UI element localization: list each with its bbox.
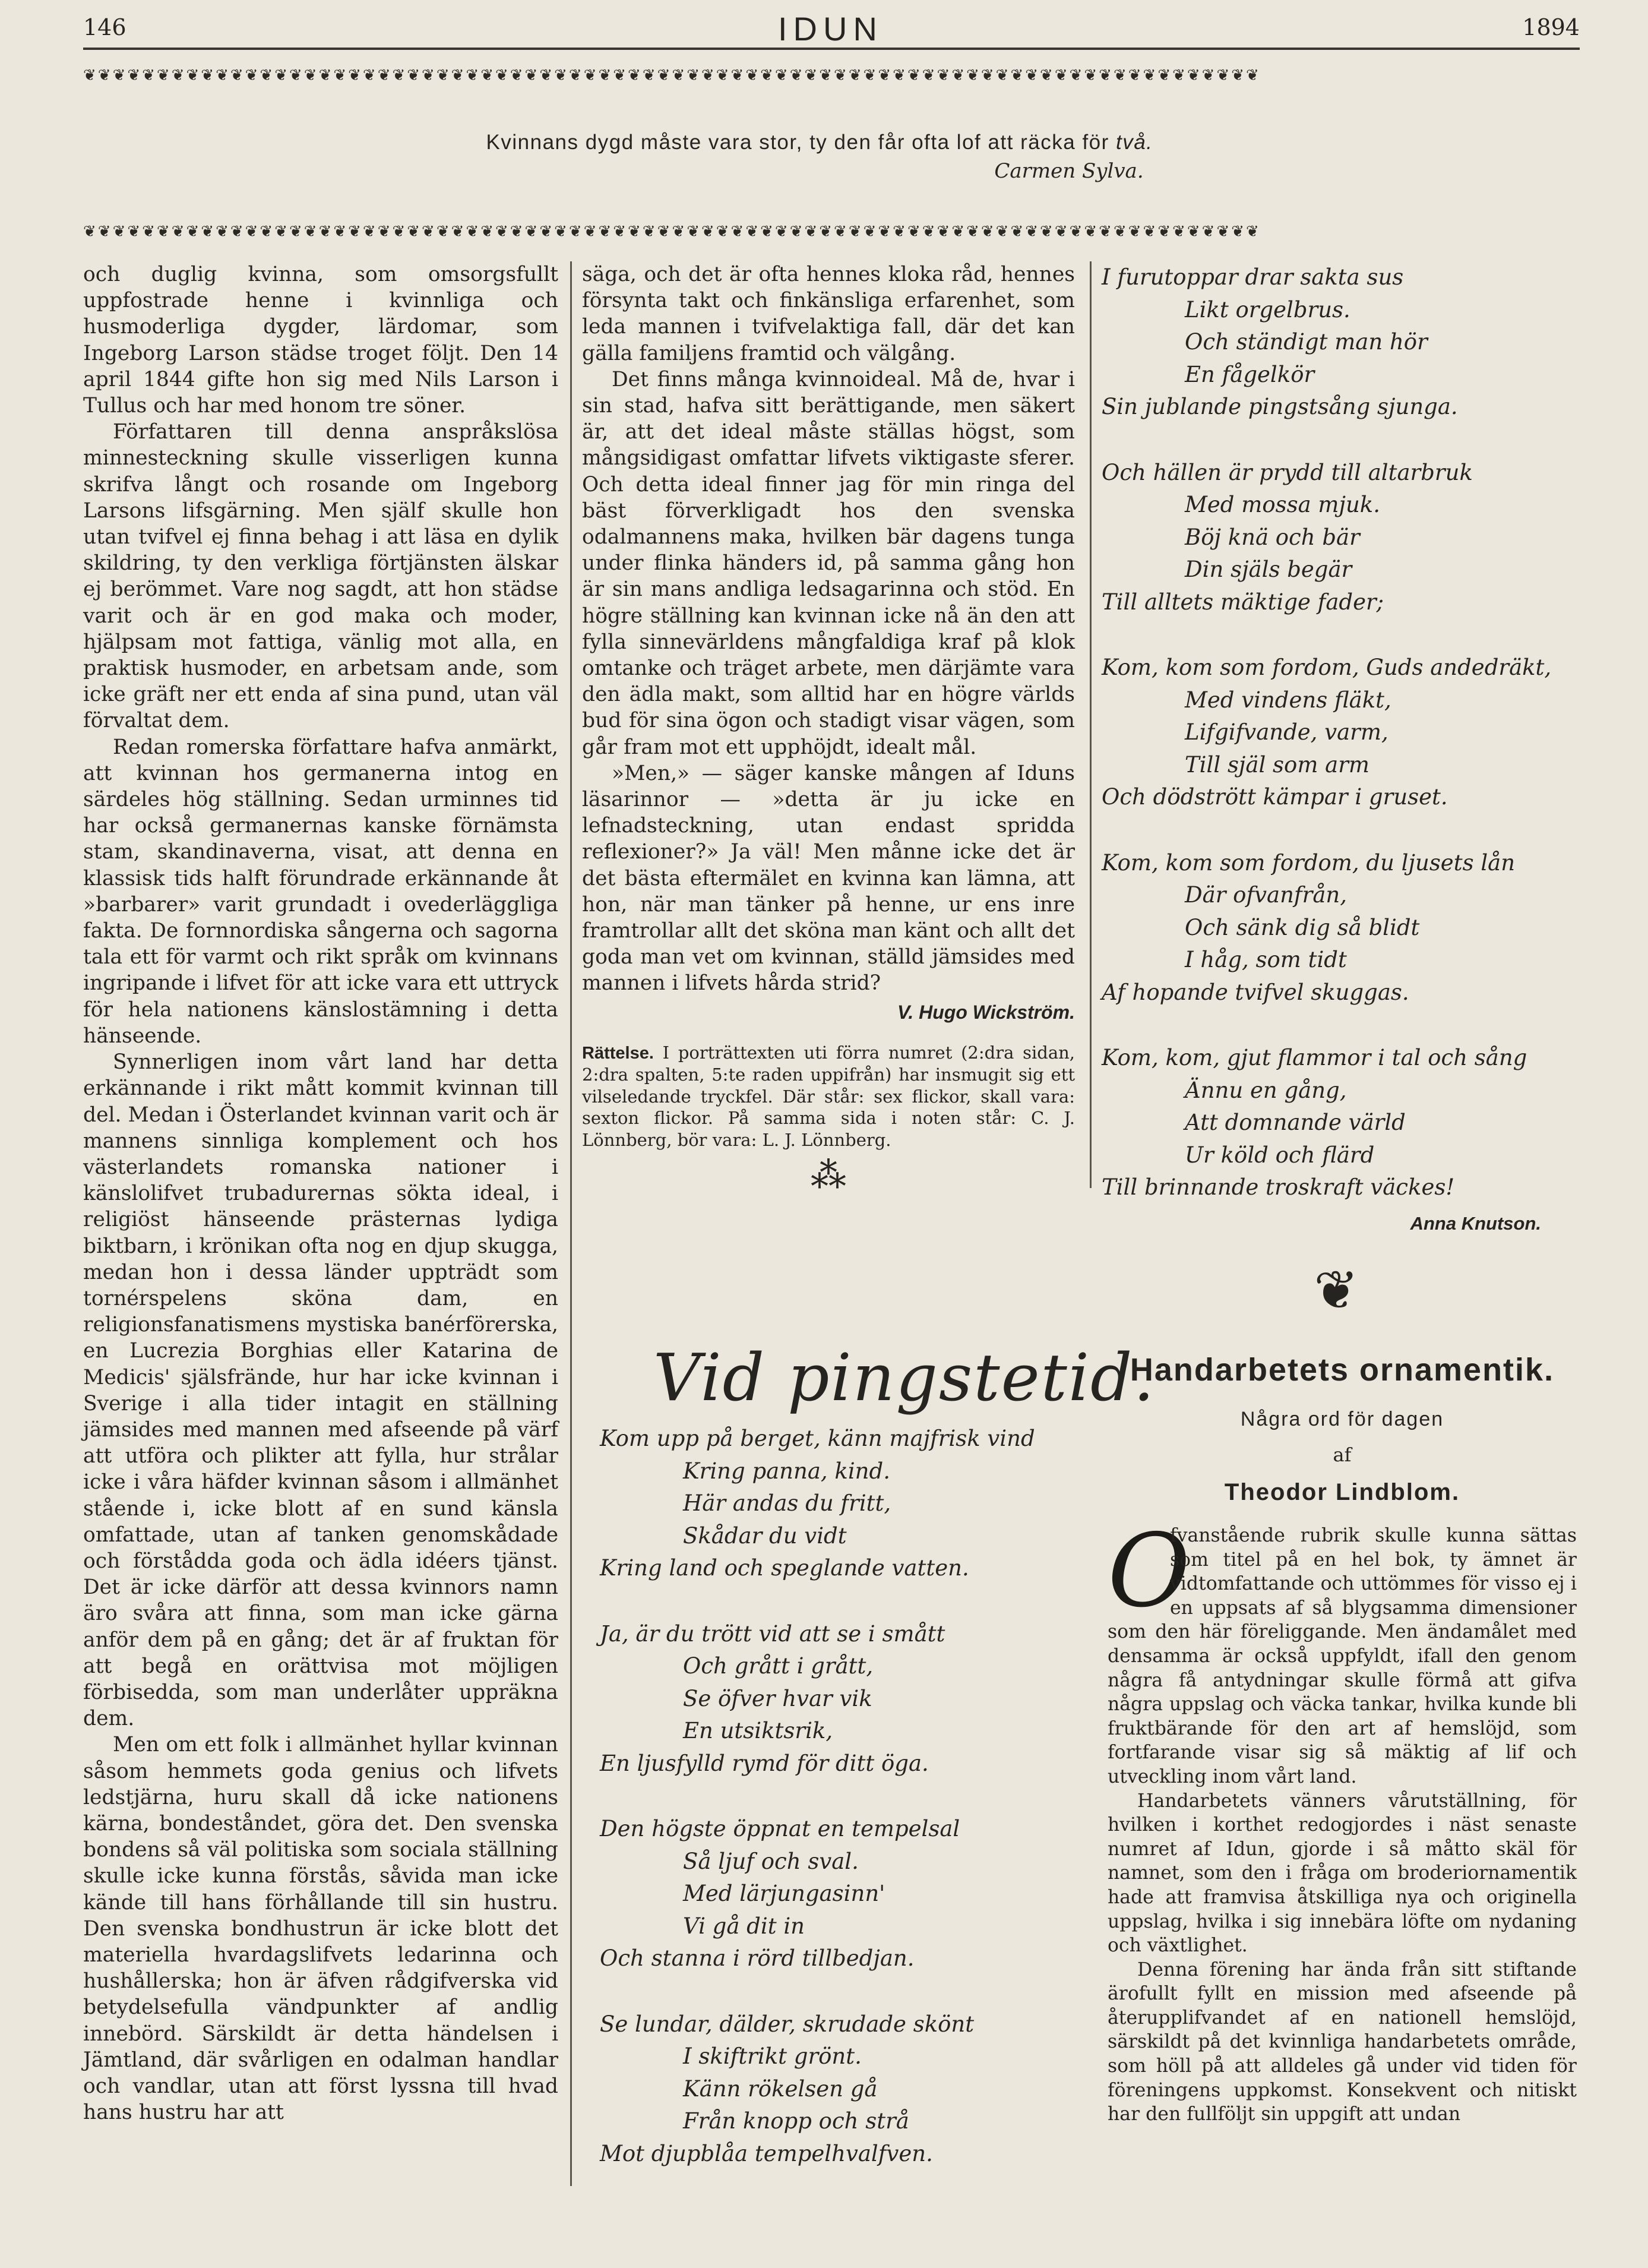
poem-line: Till brinnande troskraft väckes! (1102, 1174, 1455, 1200)
header-rule (83, 48, 1580, 50)
year: 1894 (1522, 14, 1580, 40)
epigraph-text: Kvinnans dygd måste vara stor, ty den får ofta lof att räcka för (486, 131, 1109, 154)
poem-line: Vi gå dit in (683, 1913, 805, 1939)
poem-line: Där ofvanfrån, (1185, 882, 1347, 908)
correction-text: I porträttexten uti förra numret (2:dra sidan, 2:dra spalten, 5:te raden uppifrån) har insmugit sig ett vilseledande tryckfel. Där står: sex flickor, skall vara: sexton flickor. På samma sida i noten står: C. J. Lönnberg, bör vara: L. J. Lönnberg. (582, 1042, 1075, 1150)
correction-note (582, 1042, 1075, 1151)
poem-line: Kring land och speglande vatten. (600, 1555, 969, 1581)
poem-part-2 (1102, 261, 1577, 1240)
poem-line: Lifgifvande, varm, (1185, 719, 1388, 745)
poem-line: Och ständigt man hör (1185, 329, 1428, 355)
poem-line: Till själ som arm (1185, 751, 1369, 778)
section-paragraph-text: fvanstående rubrik skulle kunna sättas som titel på en hel bok, ty ämnet är vidtomfattande och uttömmes för visso ej i en uppsats af så blygsamma dimensioner som den här föreliggande. Men ändamålet med densamma är också uppfyldt, ifall den genom några få antydningar skulle förmå att gifva några uppslag och väcka tankar, hvilka kunde bli fruktbärande för den art af hemslöjd, som fortfarande visar sig så mäktig af lif och utveckling inom vårt land. (1108, 1525, 1577, 1787)
poem-line: Till alltets mäktige fader; (1102, 589, 1384, 615)
col1-paragraph: och duglig kvinna, som omsorgsfullt uppfostrade henne i kvinnliga och husmoderliga dygder, lärdomar, som Ingeborg Larson städse troget följt. Den 14 april 1844 gifte hon sig med Nils Larson i Tullus och har med honom tre söner. (83, 263, 558, 418)
poem-line: Och dödstrött kämpar i gruset. (1102, 784, 1448, 810)
poem-line: I skiftrikt grönt. (683, 2043, 862, 2069)
poem-line: I furutoppar drar sakta sus (1102, 264, 1404, 290)
fleuron-ornament: ❦ (1314, 1259, 1359, 1322)
poem-line: En fågelkör (1185, 361, 1315, 387)
poem-line: Och sänk dig så blidt (1185, 914, 1420, 940)
poem-author: Anna Knutson. (1410, 1212, 1541, 1234)
column-rule-1 (570, 261, 572, 2186)
poem-line: Ur köld och flärd (1185, 1142, 1375, 1168)
poem-line: Af hopande tvifvel skuggas. (1102, 979, 1409, 1005)
poem-line: Och grått i grått, (683, 1653, 874, 1679)
section-author: Theodor Lindblom. (1224, 1479, 1460, 1505)
poem-line: Den högste öppnat en tempelsal (600, 1816, 960, 1841)
poem-line: Kom upp på berget, känn majfrisk vind (600, 1426, 1035, 1451)
ornament-border-top: ❦❦❦❦❦❦❦❦❦❦❦❦❦❦❦❦❦❦❦❦❦❦❦❦❦❦❦❦❦❦❦❦❦❦❦❦❦❦❦❦❦❦❦❦❦❦❦❦❦❦❦❦❦❦❦❦❦❦❦❦❦❦❦❦❦❦❦❦❦❦❦❦❦❦❦❦❦❦❦❦ (83, 67, 1261, 84)
poem-line: Sin jublande pingstsång sjunga. (1102, 394, 1458, 419)
poem-line: Kom, kom, gjut flammor i tal och sång (1102, 1045, 1527, 1070)
col1-paragraph: Författaren till denna anspråkslösa minnesteckning skulle visserligen kunna skrifva långt och rosande om Ingeborg Larsons lifsgärning. Men själf skulle hon utan tvifvel ej finna behag i att läsa en dylik skildring, ty den verkliga förtjänsten älskar ej berömmet. Vare nog sagdt, att hon städse varit och är en god maka och moder, hjälpsam mot fattiga, vänlig mot alla, en praktisk husmoder, en arbetsam ande, som icke gräft ner ett enda af sina pund, utan väl förvaltat dem. (83, 420, 558, 733)
correction-label: Rättelse. (582, 1043, 654, 1063)
ornament-border-middle: ❦❦❦❦❦❦❦❦❦❦❦❦❦❦❦❦❦❦❦❦❦❦❦❦❦❦❦❦❦❦❦❦❦❦❦❦❦❦❦❦❦❦❦❦❦❦❦❦❦❦❦❦❦❦❦❦❦❦❦❦❦❦❦❦❦❦❦❦❦❦❦❦❦❦❦❦❦❦❦❦ (83, 223, 1261, 241)
epigraph-author: Carmen Sylva. (994, 159, 1144, 183)
poem-line: Känn rökelsen gå (683, 2076, 878, 2102)
epigraph-emphasis: två. (1116, 131, 1153, 154)
poem-line: I håg, som tidt (1185, 947, 1347, 972)
page-header (83, 10, 1580, 48)
page-number: 146 (83, 14, 126, 40)
section-paragraph (1108, 1524, 1577, 1789)
poem-line: Så ljuf och sval. (683, 1848, 859, 1874)
section-paragraph: Denna förening har ända från sitt stiftande ärofullt fyllt en mission med afseende på återupplifvandet af en nationell hemslöjd, särskildt på det kvinnliga handarbetets område, som höll på att alldeles gå under vid tiden för föreningens uppkomst. Konsekvent och nitiskt har den fullföljt sin uppgift att undan (1108, 1959, 1577, 2125)
col2-paragraph: säga, och det är ofta hennes kloka råd, hennes försynta takt och finkänsliga erfarenhet, som leda mannen i tvifvelaktiga fall, där det kan gälla familjens framtid och välgång. (582, 263, 1075, 365)
col1-paragraph: Synnerligen inom vårt land har detta erkännande i rikt mått kommit kvinnan till del. Medan i Österlandet kvinnan varit och är mannens sinnliga komplement och hos västerlandets romanska nationer i känslolifvet trubadurernas sökta ideal, i religiöst hänseende prästernas lydiga biktbarn, i krönikan ofta nog en djup skugga, medan hon i dessa länder uppträdt som tornérspelens sköna dam, en religionsfanatismens mystiska banérförerska, en Lucrezia Borghias eller Katarina de Medicis' själsfrände, hur har icke kvinnan i Sverige i alla tider intagit en ställning jämsides med mannen med afseende på värf att utföra och plikter att fylla, hur strålar icke i våra häfder kvinnan såsom i allmänhet stående i, icke blott af en sund känsla omfattade, utan af tanken genomskådade och förstådda goda och ädla idéers tjänst. Det är icke därför att dessa kvinnors namn äro svåra att finna, som man icke gärna anför dem på en gång; det är af fruktan för att begå en orättvisa mot möjligen förbisedda, som man underlåter uppräkna dem. (83, 1050, 558, 1731)
column-rule-2 (1090, 261, 1092, 1188)
section-by: af (1333, 1443, 1352, 1466)
poem-line: En utsiktsrik, (683, 1718, 833, 1743)
poem-part-1 (600, 1423, 1075, 2170)
poem-line: Likt orgelbrus. (1185, 296, 1350, 323)
poem-line: Se lundar, dälder, skrudade skönt (600, 2011, 975, 2037)
poem-line: Mot djupblåa tempelhvalfven. (600, 2140, 933, 2166)
poem-line: Skådar du vidt (683, 1522, 847, 1549)
poem-line: Med mossa mjuk. (1185, 492, 1380, 517)
poem-line: Från knopp och strå (683, 2108, 909, 2134)
poem-line: Och hällen är prydd till altarbruk (1102, 459, 1473, 485)
article-signature: V. Hugo Wickström. (897, 1001, 1075, 1023)
vignette-ornament: ⁂ (811, 1155, 846, 1197)
col2-paragraph: »Men,» — säger kanske mången af Iduns läsarinnor — »detta är ju icke en lefnadsteckning, utan endast spridda reflexioner?» Ja väl! Men månne icke det är det bästa eftermälet en kvinna kan lämna, att hon, när man tänker på henne, ur ens inre framtrollar allt det sköna man känt och allt det goda man vet om kvinnan, ställd jämsides med mannen i lifvets hårda strid? (582, 761, 1075, 996)
section-body (1108, 1524, 1577, 2127)
poem-line: Ännu en gång, (1185, 1077, 1347, 1103)
article-column-2 (582, 261, 1075, 1197)
poem-line: Se öfver hvar vik (683, 1685, 872, 1711)
poem-line: Med lärjungasinn' (683, 1881, 885, 1906)
poem-line: Kring panna, kind. (683, 1458, 890, 1484)
poem-line: Här andas du fritt, (683, 1490, 891, 1516)
drop-cap: O (1108, 1512, 1191, 1630)
journal-title: IDUN (778, 10, 883, 48)
poem-line: En ljusfylld rymd för ditt öga. (600, 1750, 929, 1776)
poem-line: Med vindens fläkt, (1185, 687, 1391, 713)
section-title: Handarbetets ornamentik. (1130, 1352, 1555, 1388)
article-column-1 (83, 261, 558, 2125)
poem-line: Din själs begär (1185, 557, 1352, 582)
col1-paragraph: Redan romerska författare hafva anmärkt, att kvinnan hos germanerna intog en särdeles hög ställning. Sedan urminnes tid har också germanernas kanske förnämsta stam, skandinaverna, visat, att denna en klassisk tids halft förundrade erkännande åt »barbarer» varit grundadt i ovederläggliga fakta. De fornnordiska sångerna och sagorna tala ett för varmt och rikt språk om kvinnans ingripande i lifvet för att icke vara ett uttryck för hela nationens känslostämning i detta hänseende. (83, 735, 558, 1048)
col1-paragraph: Men om ett folk i allmänhet hyllar kvinnan såsom hemmets goda genius och lifvets ledstjärna, huru skall då icke nationens kärna, bondeståndet, göra det. Den svenska bondens så väl politiska som sociala ställning skulle icke kunna förstås, såvida man icke kände till hans förhållande till sin hustru. Den svenska bondhustrun är icke blott det materiella hvardagslifvets ledarinna och hushållerska; hon är äfven rådgifverska vid betydelsefulla vändpunkter af andlig innebörd. Särskildt är detta händelsen i Jämtland, där svårligen en odalman handlar och vandlar, utan att först lyssna till hvad hans hustru har att (83, 1733, 558, 2125)
poem-line: Kom, kom som fordom, Guds andedräkt, (1102, 655, 1552, 680)
section-paragraph: Handarbetets vänners vårutställning, för hvilken i korthet redogjordes i näst senaste numret af Idun, gjorde i så måtto skäl för namnet, som den i fråga om broderiornamentik hade att framvisa åtskilliga nya och originella uppslag, hvilka i sig innebära löfte om nydaning och växtlighet. (1108, 1790, 1577, 1957)
poem-line: Att domnande värld (1185, 1110, 1406, 1135)
poem-line: Ja, är du trött vid att se i smått (600, 1621, 945, 1647)
epigraph (356, 131, 1283, 154)
poem-line: Och stanna i rörd tillbedjan. (600, 1945, 915, 1971)
section-subtitle: Några ord för dagen (1240, 1408, 1444, 1430)
poem-line: Kom, kom som fordom, du ljusets lån (1102, 849, 1516, 876)
poem-line: Böj knä och bär (1185, 524, 1360, 550)
col2-paragraph: Det finns många kvinnoideal. Må de, hvar i sin stad, hafva sitt berättigande, men säkert är, att det ideal måste ställas högst, som mångsidigast omfattar lifvets viktigaste sferer. Och detta ideal finner jag för min ringa del bäst förverkligadt hos den svenska odalmannens maka, hvilken bär dagens tunga under flinka händers id, på samma gång hon är sin mans andliga ledsagarinna och stöd. En högre ställning kan kvinnan icke nå än den att fylla sinnevärldens mångfaldiga kraf på klok omtanke och träget arbete, men därjämte vara den ädla makt, som alltid har en högre världs bud för sina ögon och stadigt visar vägen, som går fram mot ett upphöjdt, idealt mål. (582, 367, 1075, 759)
poem-title: Vid pingstetid. (653, 1340, 1156, 1416)
